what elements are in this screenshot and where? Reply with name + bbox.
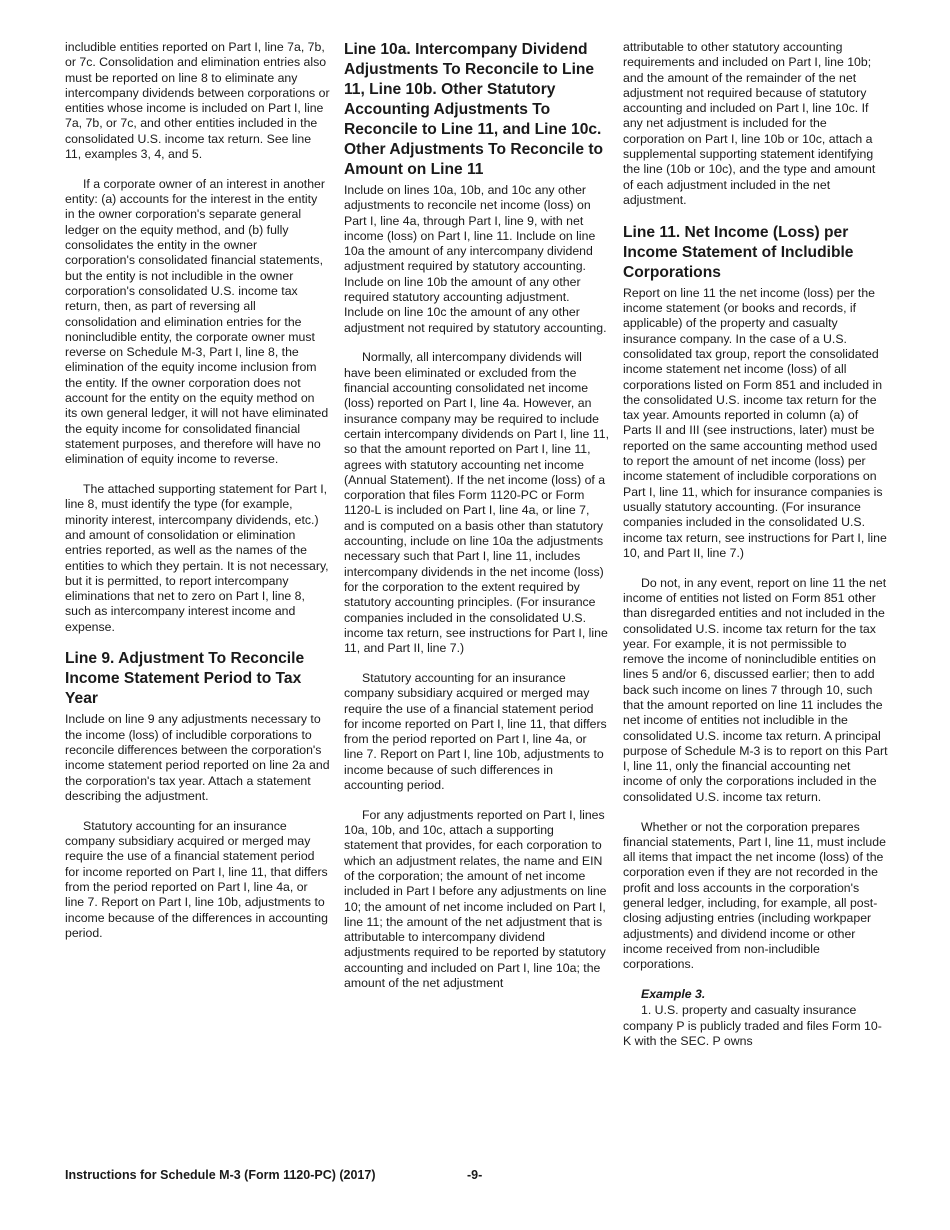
paragraph: If a corporate owner of an interest in another entity: (a) accounts for the interest in the entity in the owner corporation's separate general ledger on the equity method, and (b) fully consolidates the entity in the owner corporation's consolidated financial statements, but the entity is not includible in the owner corporation's consolidated U.S. income tax return, then, as part of reversing all consolidation and elimination entries for the nonincludible entity, the corporate owner must reverse on Schedule M-3, Part I, line 8, the elimination of the equity income inclusion from the entity. If the owner corporation does not account for the entity on the equity method on its own general ledger, it will not have eliminated the equity income for consolidated financial statement purposes, and therefore will have no elimination of equity income to reverse. (65, 176, 329, 467)
paragraph: Statutory accounting for an insurance company subsidiary acquired or merged may require the use of a financial statement period for income reported on Part I, line 11, that differs from the period reported on Part I, line 4a, or line 7. Report on Part I, line 10b, adjustments to income because of the differences in accounting period. (65, 818, 328, 940)
section-heading-line-9: Line 9. Adjustment To Reconcile Income Statement Period to Tax Year (65, 650, 305, 708)
paragraph: Statutory accounting for an insurance company subsidiary acquired or merged may require the use of a financial statement period for income reported on Part I, line 11, that differs from the period reported on Part I, line 4a, or line 7. Report on Part I, line 10b, adjustments to income because of such differences in accounting period. (344, 670, 607, 792)
column-middle (344, 40, 609, 1006)
paragraph: Include on line 9 any adjustments necessary to the income (loss) of includible corporations to reconcile differences between the corporation's income statement period reported on line 2a and the corporation's tax year. Attach a statement describing the adjustment. (65, 712, 330, 803)
example-item: 1. U.S. property and casualty insurance company P is publicly traded and files Form 10-K with the SEC. P owns (623, 1003, 882, 1048)
section-heading-line-11: Line 11. Net Income (Loss) per Income Statement of Includible Corporations (623, 223, 854, 281)
paragraph: Report on line 11 the net income (loss) per the income statement (or books and records, if applicable) of the property and casualty insurance company. In the case of a U.S. consolidated tax group, report the consolidated income statement net income (loss) of all corporations listed on Form 851 and included in the consolidated U.S. income tax return for the tax year. Amounts reported in column (a) of Parts II and III (see instructions, later) must be reported on the same accounting method used to report the amount of net income (loss) per income statement of includible corporations on Part I, line 11, which for insurance companies is usually statutory accounting. (For insurance companies included in the consolidated U.S. income tax return, see instructions for Part I, line 10, and Part II, line 7.) (623, 285, 887, 560)
paragraph: The attached supporting statement for Part I, line 8, must identify the type (for example, minority interest, intercompany dividends, etc.) and amount of consolidation or elimination entries reported, as well as the names of the entities to which they pertain. It is not necessary, but it is permitted, to report intercompany eliminations that net to zero on Part I, line 8, such as intercompany interest income and expense. (65, 482, 329, 634)
paragraph: Do not, in any event, report on line 11 the net income of entities not listed on Form 851 other than disregarded entities and not included in the consolidated U.S. income tax return for the tax year. For example, it is not permissible to remove the income of nonincludible entities on lines 5 and/or 6, discussed earlier; then to add back such income on lines 7 through 10, such that the amount reported on line 11 includes the net income of entities not includible in the consolidated U.S. income tax return. A principal purpose of Schedule M-3 is to report on this Part I, line 11, only the financial accounting net income of only the corporations included in the consolidated U.S. income tax return. (623, 575, 888, 804)
column-left (65, 40, 330, 956)
paragraph: Include on lines 10a, 10b, and 10c any other adjustments to reconcile net income (loss) on Part I, line 4a, through Part I, line 9, with net income (loss) on Part I, line 11. Include on line 10a the amount of any intercompany dividend adjustment required by statutory accounting. Include on line 10b the amount of any other required statutory accounting adjustment. Include on line 10c the amount of any other adjustment not required by statutory accounting. (344, 183, 607, 335)
paragraph: For any adjustments reported on Part I, lines 10a, 10b, and 10c, attach a supporting statement that provides, for each corporation to which an adjustment relates, the name and EIN of the corporation; the amount of net income included in Part I before any adjustments on line 10; the amount of net income included on Part I, line 11; the amount of the net adjustment that is attributable to intercompany dividend adjustments required to be reported by statutory accounting and included on Part I, line 10a; the amount of the net adjustment (344, 807, 607, 991)
page-footer (65, 1168, 885, 1188)
paragraph: includible entities reported on Part I, line 7a, 7b, or 7c. Consolidation and elimination entries also must be reported on line 8 to eliminate any intercompany dividends between corporations or entities whose income is included on Part I, line 7a, 7b, or 7c, and other entities included in the consolidated U.S. income tax return. See line 11, examples 3, 4, and 5. (65, 40, 330, 162)
paragraph: Whether or not the corporation prepares financial statements, Part I, line 11, must include all items that impact the net income (loss) of the corporation even if they are not recorded in the profit and loss accounts in the corporation's general ledger, including, for example, all post-closing adjusting entries (including workpaper adjustments) and dividend income or other income received from non-includible corporations. (623, 819, 886, 972)
example-heading: Example 3. (641, 987, 706, 1002)
page-number: -9- (467, 1168, 483, 1182)
paragraph: attributable to other statutory accounting requirements and included on Part I, line 10b; and the amount of the remainder of the net adjustment not required because of statutory accounting and included on Part I, line 10c. If any net adjustment is included for the corporation on Part I, line 10b or 10c, attach a supplemental supporting statement identifying the line (10b or 10c), and the type and amount of each adjustment included in the net adjustment. (623, 40, 876, 207)
section-heading-line-10: Line 10a. Intercompany Dividend Adjustments To Reconcile to Line 11, Line 10b. Other Statutory Accounting Adjustments To Reconcile to Line 11, and Line 10c. Other Adjustments To Reconcile to Amount on Line 11 (344, 41, 604, 178)
paragraph: Normally, all intercompany dividends will have been eliminated or excluded from the financial accounting consolidated net income (loss) reported on Part I, line 4a. However, an insurance company may be required to include certain intercompany dividends on Part I, line 11, so that the amount reported on Part I, line 11, agrees with statutory accounting net income (Annual Statement). If the net income (loss) of a corporation that files Form 1120-PC or Form 1120-L is included on Part I, line 4a, or line 7, and is computed on a basis other than statutory accounting, include on line 10a the adjustments necessary such that Part I, line 11, includes intercompany dividends in the net income (loss) for the corporation to the extent required by statutory accounting principles. (For insurance companies included in the consolidated U.S. income tax return, see instructions for Part I, line 11, and Part II, line 7.) (344, 350, 609, 656)
column-right (623, 40, 888, 1049)
footer-title: Instructions for Schedule M-3 (Form 1120-PC) (2017) (65, 1168, 376, 1182)
